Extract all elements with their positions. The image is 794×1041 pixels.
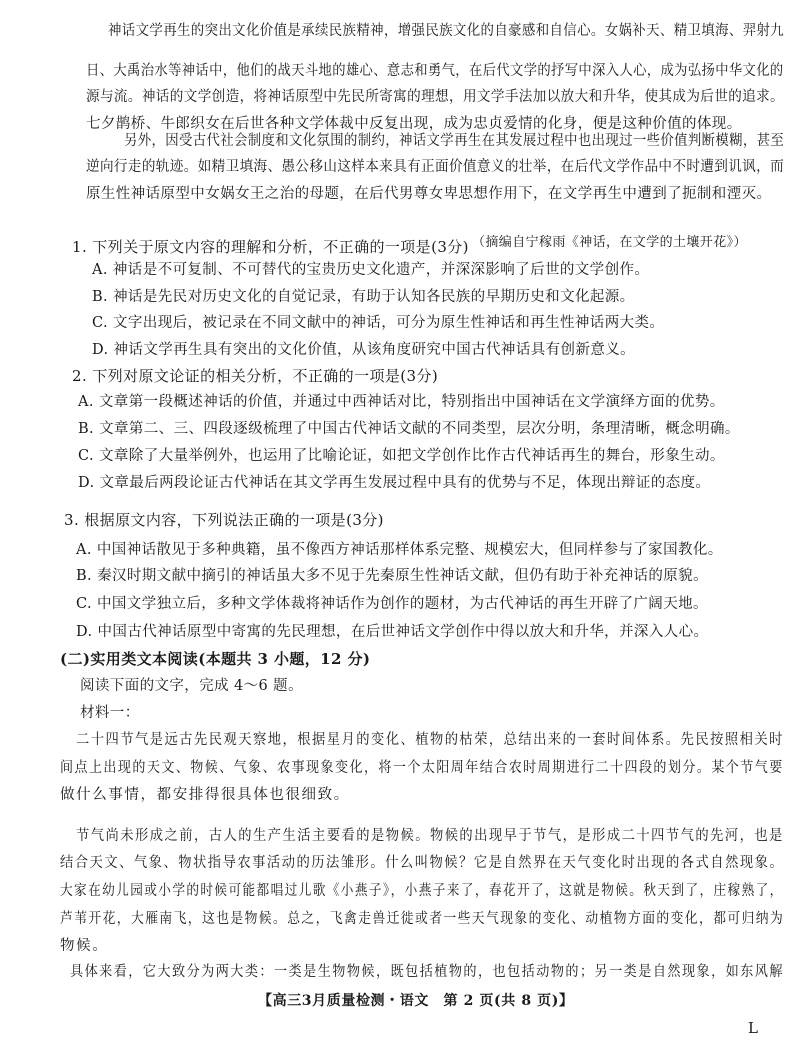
question-3-option-b: B. 秦汉时期文献中摘引的神话虽大多不见于先秦原生性神话文献，但仍有助于补充神话的原貌。 xyxy=(76,568,708,584)
material-line: 间点上出现的天文、物候、气象、农事现象变化，将一个太阳周年结合农时周期进行二十四段的划分。某个节气要 xyxy=(60,760,784,776)
material-line: 做什么事情，都安排得很具体也很细致。 xyxy=(60,787,350,803)
question-1-option-d: D. 神话文学再生具有突出的文化价值，从该角度研究中国古代神话具有创新意义。 xyxy=(92,342,636,358)
passage-line: 源与流。神话的文学创造，将神话原型中先民所寄寓的理想，用文学手法加以放大和升华，使其成为后世的追求。 xyxy=(86,89,785,105)
passage-line: 逆向行走的轨迹。如精卫填海、愚公移山这样本来具有正面价值意义的壮举，在后代文学作品中不时遭到讥讽，而 xyxy=(86,159,785,175)
material-line: 芦苇开花，大雁南飞，这也是物候。总之，飞禽走兽迁徙或者一些天气现象的变化、动植物方面的变化，都可归纳为 xyxy=(60,911,785,927)
question-2-option-c: C. 文章除了大量举例外，也运用了比喻论证，如把文学创作比作古代神话再生的舞台，形象生动。 xyxy=(78,448,725,464)
material-label: 材料一： xyxy=(80,705,140,721)
question-2-stem: 2. 下列对原文论证的相关分析，不正确的一项是(3分) xyxy=(72,367,439,385)
material-line: 结合天文、气象、物状指导农事活动的历法雏形。什么叫物候？它是自然界在天气变化时出现的各式自然现象。 xyxy=(60,855,785,871)
section-2-heading: (二)实用类文本阅读(本题共 3 小题，12 分) xyxy=(60,650,371,668)
question-1-option-b: B. 神话是先民对历史文化的自觉记录，有助于认知各民族的早期历史和文化起源。 xyxy=(92,289,635,305)
material-line: 大家在幼儿园或小学的时候可能都唱过儿歌《小燕子》，小燕子来了，春花开了，这就是物候。秋天到了，庄稼熟了， xyxy=(60,883,784,899)
passage-line: 神话文学再生的突出文化价值是承续民族精神，增强民族文化的自豪感和自信心。女娲补天、精卫填海、羿射九 xyxy=(108,23,785,39)
passage-line: 七夕鹊桥、牛郎织女在后世各种文学体裁中反复出现，成为忠贞爱情的化身，便是这种价值的体现。 xyxy=(86,116,742,132)
passage-line: 日、大禹治水等神话中，他们的战天斗地的雄心、意志和勇气，在后代文学的抒写中深入人心，成为弘扬中华文化的 xyxy=(86,63,784,79)
question-1-stem: 1. 下列关于原文内容的理解和分析，不正确的一项是(3分) xyxy=(72,238,469,256)
material-line: 具体来看，它大致分为两大类：一类是生物物候，既包括植物的，也包括动物的；另一类是自然现象，如东风解 xyxy=(70,964,784,980)
question-2-option-b: B. 文章第二、三、四段逐级梳理了中国古代神话文献的不同类型，层次分明，条理清晰，概念明确。 xyxy=(78,421,740,437)
passage-line: 原生性神话原型中女娲女王之治的母题，在后代男尊女卑思想作用下，在文学再生中遭到了扼制和湮灭。 xyxy=(86,186,772,202)
question-1-option-c: C. 文字出现后，被记录在不同文献中的神话，可分为原生性神话和再生性神话两大类。 xyxy=(92,315,665,331)
question-3-option-d: D. 中国古代神话原型中寄寓的先民理想，在后世神话文学创作中得以放大和升华，并深入人心。 xyxy=(76,624,709,640)
material-line: 节气尚未形成之前，古人的生产生活主要看的是物候。物候的出现早于节气，是形成二十四节气的先河，也是 xyxy=(76,828,784,844)
corner-mark: L xyxy=(748,1019,759,1037)
material-line: 物候。 xyxy=(60,938,109,954)
section-2-instruction: 阅读下面的文字，完成 4～6 题。 xyxy=(80,678,303,694)
question-2-option-d: D. 文章最后两段论证古代神话在其文学再生发展过程中具有的优势与不足，体现出辩证的态度。 xyxy=(78,475,711,491)
question-3-option-a: A. 中国神话散见于多种典籍，虽不像西方神话那样体系完整、规模宏大，但同样参与了家国教化。 xyxy=(76,542,723,558)
question-3-stem: 3. 根据原文内容，下列说法正确的一项是(3分) xyxy=(64,511,384,529)
question-1-option-a: A. 神话是不可复制、不可替代的宝贵历史文化遗产，并深深影响了后世的文学创作。 xyxy=(92,262,650,278)
question-3-option-c: C. 中国文学独立后，多种文学体裁将神话作为创作的题材，为古代神话的再生开辟了广阔天地。 xyxy=(76,596,708,612)
passage-line: 另外，因受古代社会制度和文化氛围的制约，神话文学再生在其发展过程中也出现过一些价值判断模糊，甚至 xyxy=(124,133,785,149)
question-2-option-a: A. 文章第一段概述神话的价值，并通过中西神话对比，特别指出中国神话在文学演绎方面的优势。 xyxy=(78,394,725,410)
page-footer: 【高三3月质量检测・语文 第 2 页(共 8 页)】 xyxy=(258,993,574,1009)
passage-citation: （摘编自宁稼雨《神话，在文学的土壤开花》） xyxy=(472,235,747,250)
material-line: 二十四节气是远古先民观天察地，根据星月的变化、植物的枯荣，总结出来的一套时间体系。先民按照相关时 xyxy=(76,732,784,748)
